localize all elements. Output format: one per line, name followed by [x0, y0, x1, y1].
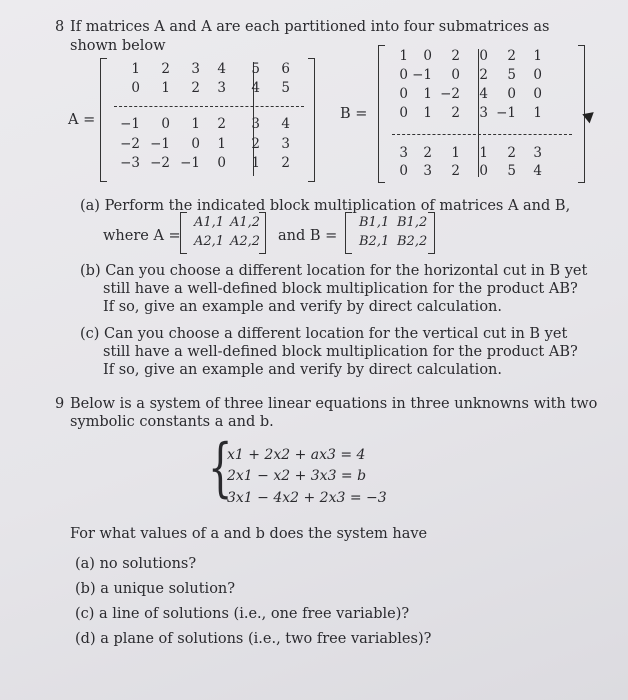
matrix-a-cell-r3-c3: 1: [191, 116, 200, 132]
matrix-a-cell-r1-c3: 3: [191, 61, 200, 77]
matrix-a-cell-r4-c5: 2: [251, 136, 260, 152]
matrix-a-cell-r1-c2: 2: [161, 61, 170, 77]
matrix-b-cell-r2-c5: 5: [507, 67, 516, 83]
matrix-b-cell-r3-c1: 0: [399, 86, 408, 102]
part-c-line2: still have a well-defined block multiplication for the product AB?: [103, 344, 578, 360]
matrix-b-cell-r3-c6: 0: [533, 86, 542, 102]
matrix-a-cell-r1-c1: 1: [131, 61, 140, 77]
matrix-b-cell-r5-c2: 2: [423, 145, 432, 161]
matrix-a-cell-r4-c1: −2: [120, 136, 140, 152]
part-a-text: (a) Perform the indicated block multiplication of matrices A and B,: [80, 198, 571, 214]
matrix-b-cell-r6-c4: 0: [479, 163, 488, 179]
problem-9-number: 9: [55, 396, 65, 412]
matrix-b-cell-r2-c3: 0: [451, 67, 460, 83]
matrix-a-cell-r2-c2: 1: [161, 80, 170, 96]
matrix-b-cell-r3-c5: 0: [507, 86, 516, 102]
matrix-a-right-bracket: [308, 58, 315, 182]
problem-8-number: 8: [55, 19, 65, 35]
matrix-a-cell-r3-c6: 4: [281, 116, 290, 132]
matrix-a: [100, 58, 315, 182]
block-a12: A1,2: [230, 215, 261, 230]
matrix-a-cell-r5-c1: −3: [120, 155, 140, 171]
block-b21: B2,1: [359, 234, 390, 249]
matrix-b-label: B =: [340, 106, 368, 122]
matrix-b-cell-r4-c1: 0: [399, 105, 408, 121]
matrix-a-cell-r5-c5: 1: [251, 155, 260, 171]
matrix-b-cell-r2-c6: 0: [533, 67, 542, 83]
matrix-a-cell-r3-c1: −1: [120, 116, 140, 132]
matrix-b-cell-r2-c4: 2: [479, 67, 488, 83]
problem-8-line2: shown below: [70, 38, 166, 54]
part-b-line3: If so, give an example and verify by direct calculation.: [103, 299, 502, 315]
matrix-a-cell-r1-c6: 6: [281, 61, 290, 77]
part-b-line1: (b) Can you choose a different location for the horizontal cut in B yet: [80, 263, 588, 279]
matrix-a-cell-r2-c4: 3: [217, 80, 226, 96]
matrix-b: [378, 45, 585, 183]
block-matrix-b: [345, 212, 435, 254]
problem-9-question: For what values of a and b does the system have: [70, 526, 428, 542]
option-a: (a) no solutions?: [75, 556, 197, 572]
matrix-b-cell-r4-c4: 3: [479, 105, 488, 121]
block-matrix-a: [180, 212, 266, 254]
block-b22: B2,2: [397, 234, 428, 249]
matrix-b-cell-r6-c3: 2: [451, 163, 460, 179]
matrix-b-cell-r6-c1: 0: [399, 163, 408, 179]
part-a-where: where A =: [103, 228, 181, 244]
matrix-b-cell-r5-c5: 2: [507, 145, 516, 161]
part-c-line3: If so, give an example and verify by direct calculation.: [103, 362, 502, 378]
matrix-b-cell-r1-c6: 1: [533, 48, 542, 64]
matrix-b-cell-r4-c6: 1: [533, 105, 542, 121]
matrix-b-cell-r1-c5: 2: [507, 48, 516, 64]
matrix-a-cell-r2-c3: 2: [191, 80, 200, 96]
block-b11: B1,1: [359, 215, 390, 230]
equation-3: 3x1 − 4x2 + 2x3 = −3: [227, 490, 387, 506]
matrix-a-left-bracket: [100, 58, 107, 182]
matrix-b-cell-r6-c2: 3: [423, 163, 432, 179]
matrix-b-cell-r3-c4: 4: [479, 86, 488, 102]
part-c-line1: (c) Can you choose a different location for the vertical cut in B yet: [80, 326, 568, 342]
matrix-a-cell-r3-c2: 0: [161, 116, 170, 132]
matrix-b-cell-r4-c3: 2: [451, 105, 460, 121]
matrix-b-cell-r1-c4: 0: [479, 48, 488, 64]
matrix-a-cell-r1-c4: 4: [217, 61, 226, 77]
matrix-a-cell-r5-c6: 2: [281, 155, 290, 171]
block-b-left-bracket: [345, 212, 352, 254]
matrix-a-cell-r5-c4: 0: [217, 155, 226, 171]
problem-8-line1: If matrices A and A are each partitioned into four submatrices as: [70, 19, 550, 35]
matrix-a-cell-r4-c2: −1: [150, 136, 170, 152]
equation-2: 2x1 − x2 + 3x3 = b: [227, 468, 367, 484]
part-b-line2: still have a well-defined block multiplication for the product AB?: [103, 281, 578, 297]
matrix-b-horizontal-cut: [392, 134, 572, 136]
equation-1: x1 + 2x2 + ax3 = 4: [227, 447, 366, 463]
matrix-b-cell-r4-c5: −1: [496, 105, 516, 121]
block-b-right-bracket: [428, 212, 435, 254]
matrix-b-cell-r6-c5: 5: [507, 163, 516, 179]
matrix-b-cell-r3-c3: −2: [440, 86, 460, 102]
problem-9-line1: Below is a system of three linear equations in three unknowns with two: [70, 396, 598, 412]
matrix-b-cell-r1-c3: 2: [451, 48, 460, 64]
part-a-and: and B =: [278, 228, 338, 244]
problem-9-line2: symbolic constants a and b.: [70, 414, 274, 430]
matrix-b-cell-r5-c6: 3: [533, 145, 542, 161]
matrix-a-cell-r4-c6: 3: [281, 136, 290, 152]
matrix-b-cell-r5-c3: 1: [451, 145, 460, 161]
block-b12: B1,2: [397, 215, 428, 230]
matrix-a-cell-r1-c5: 5: [251, 61, 260, 77]
matrix-a-cell-r5-c3: −1: [180, 155, 200, 171]
option-c: (c) a line of solutions (i.e., one free variable)?: [75, 606, 410, 622]
system-brace: {: [208, 431, 233, 505]
block-a21: A2,1: [194, 234, 225, 249]
option-d: (d) a plane of solutions (i.e., two free variables)?: [75, 631, 432, 647]
matrix-a-cell-r5-c2: −2: [150, 155, 170, 171]
matrix-b-cell-r5-c4: 1: [479, 145, 488, 161]
matrix-a-cell-r3-c5: 3: [251, 116, 260, 132]
block-a11: A1,1: [194, 215, 225, 230]
matrix-b-cell-r6-c6: 4: [533, 163, 542, 179]
matrix-a-cell-r4-c3: 0: [191, 136, 200, 152]
block-a22: A2,2: [230, 234, 261, 249]
matrix-a-cell-r2-c6: 5: [281, 80, 290, 96]
matrix-b-cell-r2-c2: −1: [412, 67, 432, 83]
matrix-a-cell-r2-c1: 0: [131, 80, 140, 96]
matrix-a-label: A =: [68, 112, 96, 128]
matrix-a-horizontal-cut: [114, 106, 304, 108]
option-b: (b) a unique solution?: [75, 581, 236, 597]
matrix-b-cell-r1-c2: 0: [423, 48, 432, 64]
matrix-b-cell-r3-c2: 1: [423, 86, 432, 102]
matrix-b-cell-r4-c2: 1: [423, 105, 432, 121]
block-a-left-bracket: [180, 212, 187, 254]
matrix-b-cell-r5-c1: 3: [399, 145, 408, 161]
matrix-b-cell-r1-c1: 1: [399, 48, 408, 64]
matrix-a-cell-r4-c4: 1: [217, 136, 226, 152]
matrix-a-cell-r2-c5: 4: [251, 80, 260, 96]
matrix-a-cell-r3-c4: 2: [217, 116, 226, 132]
matrix-b-cell-r2-c1: 0: [399, 67, 408, 83]
